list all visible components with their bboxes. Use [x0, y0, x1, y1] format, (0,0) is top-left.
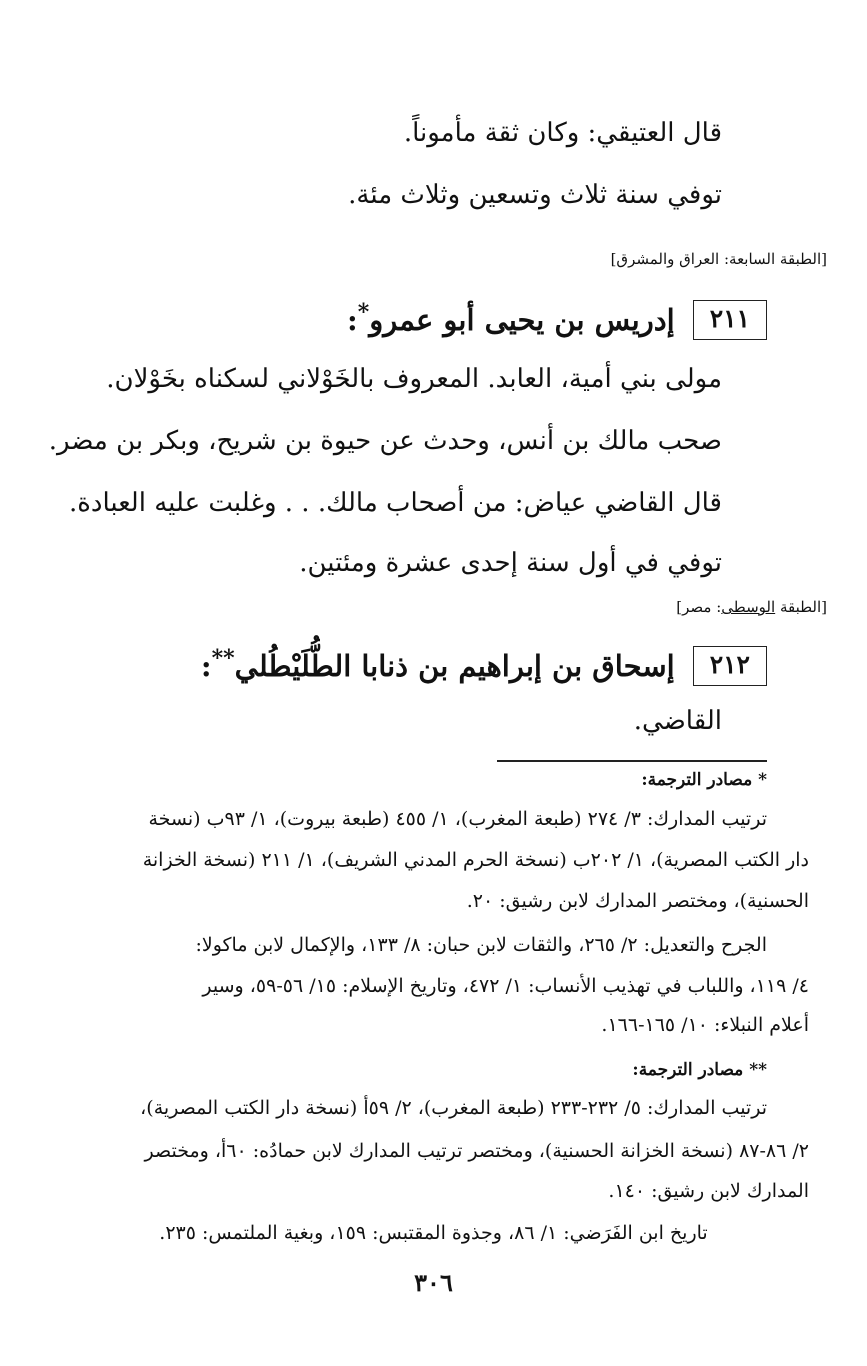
footnote-separator	[497, 760, 767, 762]
footnote-2-heading: ** مصادر الترجمة:	[632, 1060, 767, 1080]
footnote-1-line-5: ٤/ ١١٩، واللباب في تهذيب الأنساب: ١/ ٤٧٢، وتاريخ الإسلام: ١٥/ ٥٦-٥٩، وسير	[202, 975, 809, 997]
footnote-1-line-4: الجرح والتعديل: ٢/ ٢٦٥، والثقات لابن حبان: ٨/ ١٣٣، والإكمال لابن ماكولا:	[195, 934, 767, 956]
footnote-2-line-1: ترتيب المدارك: ٥/ ٢٣٢-٢٣٣ (طبعة المغرب)، ٢/ ٥٩أ (نسخة دار الكتب المصرية)،	[140, 1097, 767, 1119]
text-line-death-393: توفي سنة ثلاث وتسعين وثلاث مئة.	[348, 180, 722, 210]
entry-title-212-text: إسحاق بن إبراهيم بن ذنابا الطُّلَيْطُلي	[234, 649, 675, 683]
footnote-1-line-2: دار الكتب المصرية)، ١/ ٢٠٢ب (نسخة الحرم المدني الشريف)، ١/ ٢١١ (نسخة الخزانة	[142, 849, 809, 871]
entry-heading-212	[201, 646, 767, 686]
entry-title-211	[347, 299, 675, 337]
entry-211-line-4: توفي في أول سنة إحدى عشرة ومئتين.	[299, 548, 722, 578]
entry-211-line-1: مولى بني أمية، العابد. المعروف بالخَوْلاني لسكناه بخَوْلان.	[106, 364, 722, 394]
page-number: ٣٠٦	[414, 1268, 453, 1297]
entry-title-211-text: إدريس بن يحيى أبو عمرو	[369, 303, 675, 337]
footnote-1-line-1: ترتيب المدارك: ٣/ ٢٧٤ (طبعة المغرب)، ١/ ٤٥٥ (طبعة بيروت)، ١/ ٩٣ب (نسخة	[148, 808, 767, 830]
footnote-2-line-4: تاريخ ابن الفَرَضي: ١/ ٨٦، وجذوة المقتبس: ١٥٩، وبغية الملتمس: ٢٣٥.	[159, 1222, 708, 1244]
footnote-1-line-6: أعلام النبلاء: ١٠/ ١٦٥-١٦٦.	[601, 1014, 809, 1036]
tabaqa-label-middle	[676, 598, 827, 616]
tabaqa-rest: : مصر]	[676, 598, 722, 616]
entry-number-212: ٢١٢	[693, 646, 767, 686]
entry-number-211: ٢١١	[693, 300, 767, 340]
entry-title-212-colon: :	[200, 649, 212, 683]
footnote-marker-211: *	[357, 299, 370, 326]
footnote-marker-212: **	[211, 645, 235, 672]
footnote-2-line-2: ٢/ ٨٦-٨٧ (نسخة الخزانة الحسنية)، ومختصر ترتيب المدارك لابن حمادُه: ٦٠أ، ومختصر	[144, 1140, 809, 1162]
text-line-atiqi: قال العتيقي: وكان ثقة مأموناً.	[403, 118, 722, 148]
footnote-1-heading: * مصادر الترجمة:	[641, 770, 767, 790]
entry-heading-211	[347, 300, 767, 340]
tabaqa-open: [الطبقة	[775, 598, 827, 616]
footnote-1-line-3: الحسنية)، ومختصر المدارك لابن رشيق: ٢٠.	[466, 890, 809, 912]
footnote-2-line-3: المدارك لابن رشيق: ١٤٠.	[608, 1180, 809, 1202]
entry-title-211-colon: :	[347, 303, 358, 337]
entry-title-212	[200, 645, 675, 683]
entry-212-line-1: القاضي.	[633, 706, 722, 736]
entry-211-line-2: صحب مالك بن أنس، وحدث عن حيوة بن شريح، وبكر بن مضر.	[48, 426, 722, 456]
tabaqa-label-seventh: [الطبقة السابعة: العراق والمشرق]	[610, 250, 827, 268]
entry-211-line-3: قال القاضي عياض: من أصحاب مالك. . . وغلبت عليه العبادة.	[69, 488, 722, 518]
tabaqa-underlined: الوسطى	[721, 598, 776, 616]
